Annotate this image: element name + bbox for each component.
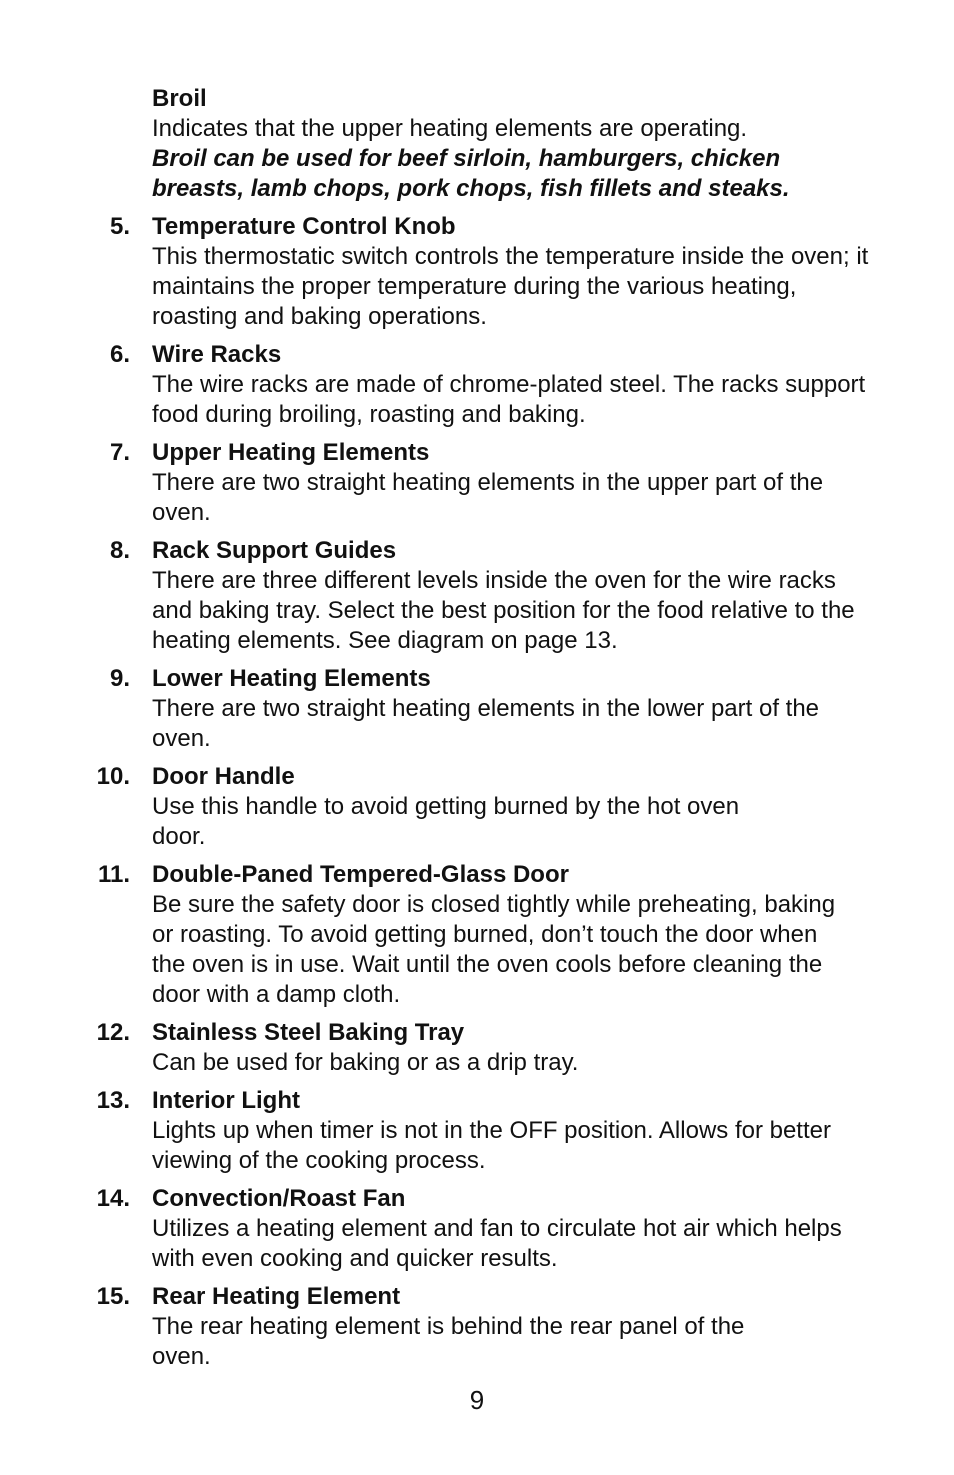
entry-number: 13. xyxy=(96,1087,130,1114)
entry-number: 12. xyxy=(96,1019,130,1046)
entry-title: Double-Paned Tempered-Glass Door xyxy=(152,861,569,888)
entry-description: The rear heating element is behind the rear panel of the oven. xyxy=(152,1313,745,1370)
entry-baking-tray xyxy=(96,1018,872,1078)
entry-title: Wire Racks xyxy=(152,341,282,368)
page-number: 9 xyxy=(469,1385,485,1415)
entry-description: Indicates that the upper heating elements are operating. xyxy=(152,115,748,142)
entry-title: Rack Support Guides xyxy=(152,537,397,564)
entry-rack-support-guides xyxy=(109,536,872,656)
entry-number: 15. xyxy=(96,1283,130,1310)
entry-door-handle xyxy=(96,762,872,852)
entry-title: Lower Heating Elements xyxy=(152,665,431,692)
entry-title: Convection/Roast Fan xyxy=(152,1185,406,1212)
entry-description: The wire racks are made of chrome-plated steel. The racks support food during broiling, roasting and baking. xyxy=(152,371,866,428)
entry-description: Use this handle to avoid getting burned by the hot oven door. xyxy=(152,793,740,850)
entry-number: 9. xyxy=(109,665,130,692)
entry-temperature-control-knob xyxy=(109,212,872,332)
entry-interior-light xyxy=(96,1086,872,1176)
entry-number: 11. xyxy=(97,861,130,888)
manual-page xyxy=(0,84,954,1380)
entry-double-paned-door xyxy=(97,860,872,1010)
entry-number: 6. xyxy=(109,341,130,368)
entry-title: Stainless Steel Baking Tray xyxy=(152,1019,465,1046)
entry-lower-heating-elements xyxy=(109,664,872,754)
entry-title: Broil xyxy=(152,85,207,112)
entry-description: This thermostatic switch controls the temperature inside the oven; it maintains the proper temperature during the various heating, roasting and baking operations. xyxy=(152,243,869,330)
entry-wire-racks xyxy=(109,340,872,430)
entry-number: 7. xyxy=(109,439,130,466)
entry-description: There are two straight heating elements in the lower part of the oven. xyxy=(152,695,820,752)
entry-description: Be sure the safety door is closed tightly while preheating, baking or roasting. To avoid getting burned, don’t touch the door when the oven is in use. Wait until the oven cools before cleaning the door with a damp cloth. xyxy=(152,891,836,1008)
entry-description: There are three different levels inside the oven for the wire racks and baking tray. Select the best position for the food relative to the heating elements. See diagram on page 13. xyxy=(152,567,855,654)
entry-description: Can be used for baking or as a drip tray. xyxy=(152,1049,579,1076)
entry-description: There are two straight heating elements in the upper part of the oven. xyxy=(152,469,824,526)
entry-number: 8. xyxy=(109,537,130,564)
entry-number: 14. xyxy=(96,1185,130,1212)
entry-title: Temperature Control Knob xyxy=(152,213,456,240)
entry-title: Rear Heating Element xyxy=(152,1283,401,1310)
entry-upper-heating-elements xyxy=(109,438,872,528)
entry-note: Broil can be used for beef sirloin, hamburgers, chicken breasts, lamb chops, pork chops, fish fillets and steaks. xyxy=(152,145,790,202)
entry-title: Interior Light xyxy=(152,1087,300,1114)
entry-broil xyxy=(152,84,872,204)
entry-title: Door Handle xyxy=(152,763,295,790)
entry-convection-fan xyxy=(96,1184,872,1274)
entry-title: Upper Heating Elements xyxy=(152,439,430,466)
entry-number: 5. xyxy=(109,213,130,240)
entry-description: Utilizes a heating element and fan to circulate hot air which helps with even cooking and quicker results. xyxy=(152,1215,842,1272)
entry-number: 10. xyxy=(96,763,130,790)
entry-rear-heating-element xyxy=(96,1282,872,1372)
entry-description: Lights up when timer is not in the OFF position. Allows for better viewing of the cooking process. xyxy=(152,1117,831,1174)
